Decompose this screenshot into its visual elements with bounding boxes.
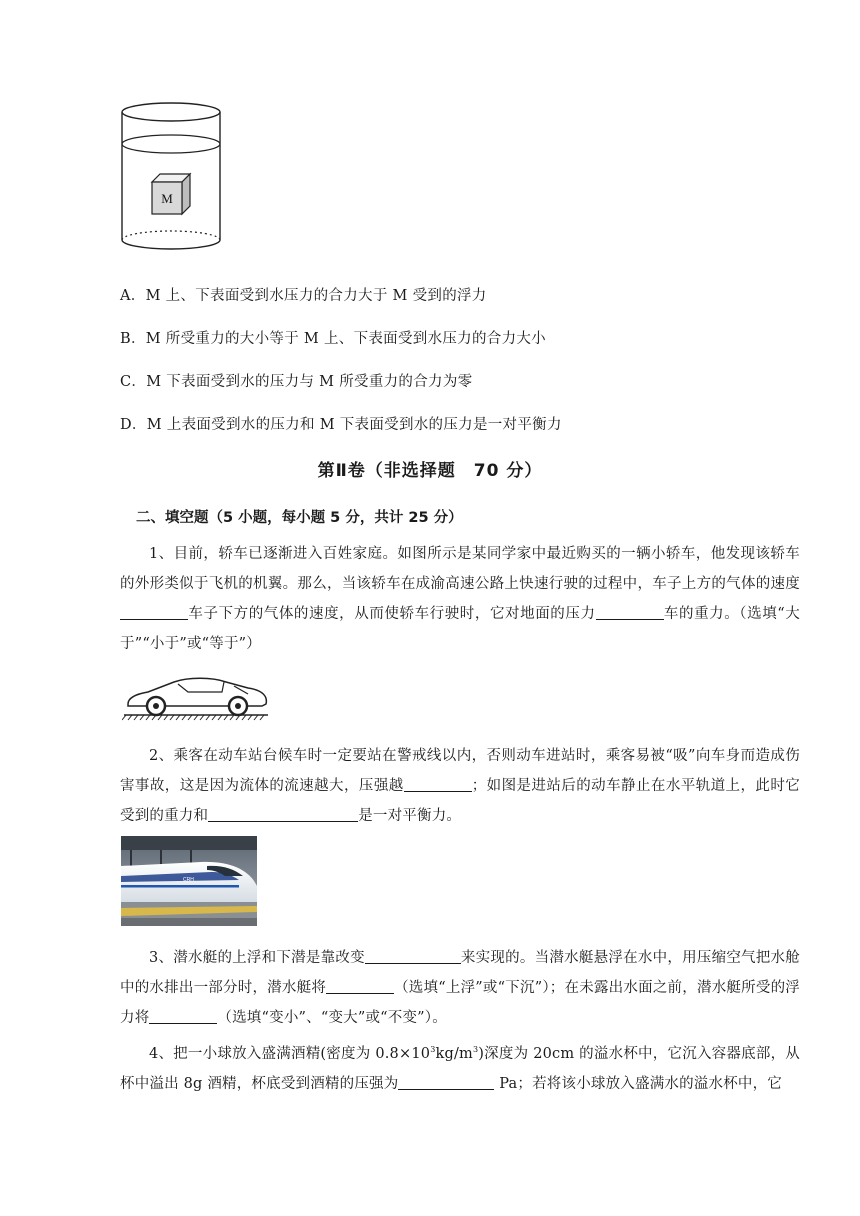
part-title: 二、填空题（5 小题，每小题 5 分，共计 25 分） (136, 510, 463, 526)
q2-text-b: ；如图是进站后的动车静止在水平轨道上，此时它受到的重力和 (120, 778, 800, 824)
question-4 (120, 1039, 800, 1099)
q2-blank-2[interactable] (208, 807, 358, 823)
q2-text-a: 2、乘客在动车站台候车时一定要站在警戒线以内，否则动车进站时，乘客易被“吸”向车身而造成伤害事故，这是因为流体的流速越大，压强越 (120, 748, 800, 794)
cylinder-figure (116, 100, 226, 260)
option-a: A．M 上、下表面受到水压力的合力大于 M 受到的浮力 (120, 288, 487, 304)
q3-text-d: （选填“变小”、“变大”或“不变”）。 (217, 1010, 447, 1026)
q1-text-c: 车的重力。（选填“大于”“小于”或“等于”） (120, 606, 800, 652)
option-c: C．M 下表面受到水的压力与 M 所受重力的合力为零 (120, 374, 473, 390)
q2-text-c: 是一对平衡力。 (358, 808, 462, 824)
q4-text-d: Pa；若将该小球放入盛满水的溢水杯中，它 (494, 1076, 782, 1092)
q4-text-b: kg/m (435, 1046, 473, 1062)
question-1 (120, 539, 800, 659)
train-photo (121, 836, 257, 926)
q1-text-a: 1、目前，轿车已逐渐进入百姓家庭。如图所示是某同学家中最近购买的一辆小轿车，他发现该轿车的外形类似于飞机的机翼。那么，当该轿车在成渝高速公路上快速行驶的过程中，车子上方的气体的速度 (120, 546, 800, 592)
q3-blank-2[interactable] (326, 979, 394, 995)
question-2 (120, 741, 800, 831)
q4-blank-1[interactable] (398, 1075, 494, 1091)
q1-blank-1[interactable] (120, 605, 188, 621)
q3-blank-3[interactable] (149, 1009, 217, 1025)
q4-text-c: )深度为 20cm 的溢水杯中，它沉入容器底部，从杯中溢出 8g 酒精，杯底受到酒精的压强为 (120, 1046, 800, 1092)
option-b: B．M 所受重力的大小等于 M 上、下表面受到水压力的合力大小 (120, 331, 546, 347)
car-figure (122, 670, 272, 722)
q4-sup-1: 3 (430, 1045, 436, 1055)
option-d: D．M 上表面受到水的压力和 M 下表面受到水的压力是一对平衡力 (120, 417, 562, 433)
q1-text-b: 车子下方的气体的速度，从而使轿车行驶时，它对地面的压力 (188, 606, 596, 622)
q2-blank-1[interactable] (404, 777, 472, 793)
q4-text-a: 4、把一小球放入盛满酒精(密度为 0.8×10 (149, 1046, 431, 1062)
q3-text-c: （选填“上浮”或“下沉”）；在未露出水面之前，潜水艇所受的浮力将 (120, 980, 800, 1026)
q1-blank-2[interactable] (596, 605, 664, 621)
cube-label: M (161, 191, 173, 206)
q3-text-a: 3、潜水艇的上浮和下潜是靠改变 (149, 950, 365, 966)
q4-sup-2: 3 (473, 1045, 479, 1055)
cube-m (152, 174, 190, 214)
train-logo-text: CRH (183, 877, 194, 883)
q3-text-b: 来实现的。当潜水艇悬浮在水中，用压缩空气把水舱中的水排出一部分时，潜水艇将 (120, 950, 800, 996)
section-title: 第Ⅱ卷（非选择题 70 分） (317, 461, 543, 481)
q3-blank-1[interactable] (365, 949, 461, 965)
question-3 (120, 943, 800, 1033)
